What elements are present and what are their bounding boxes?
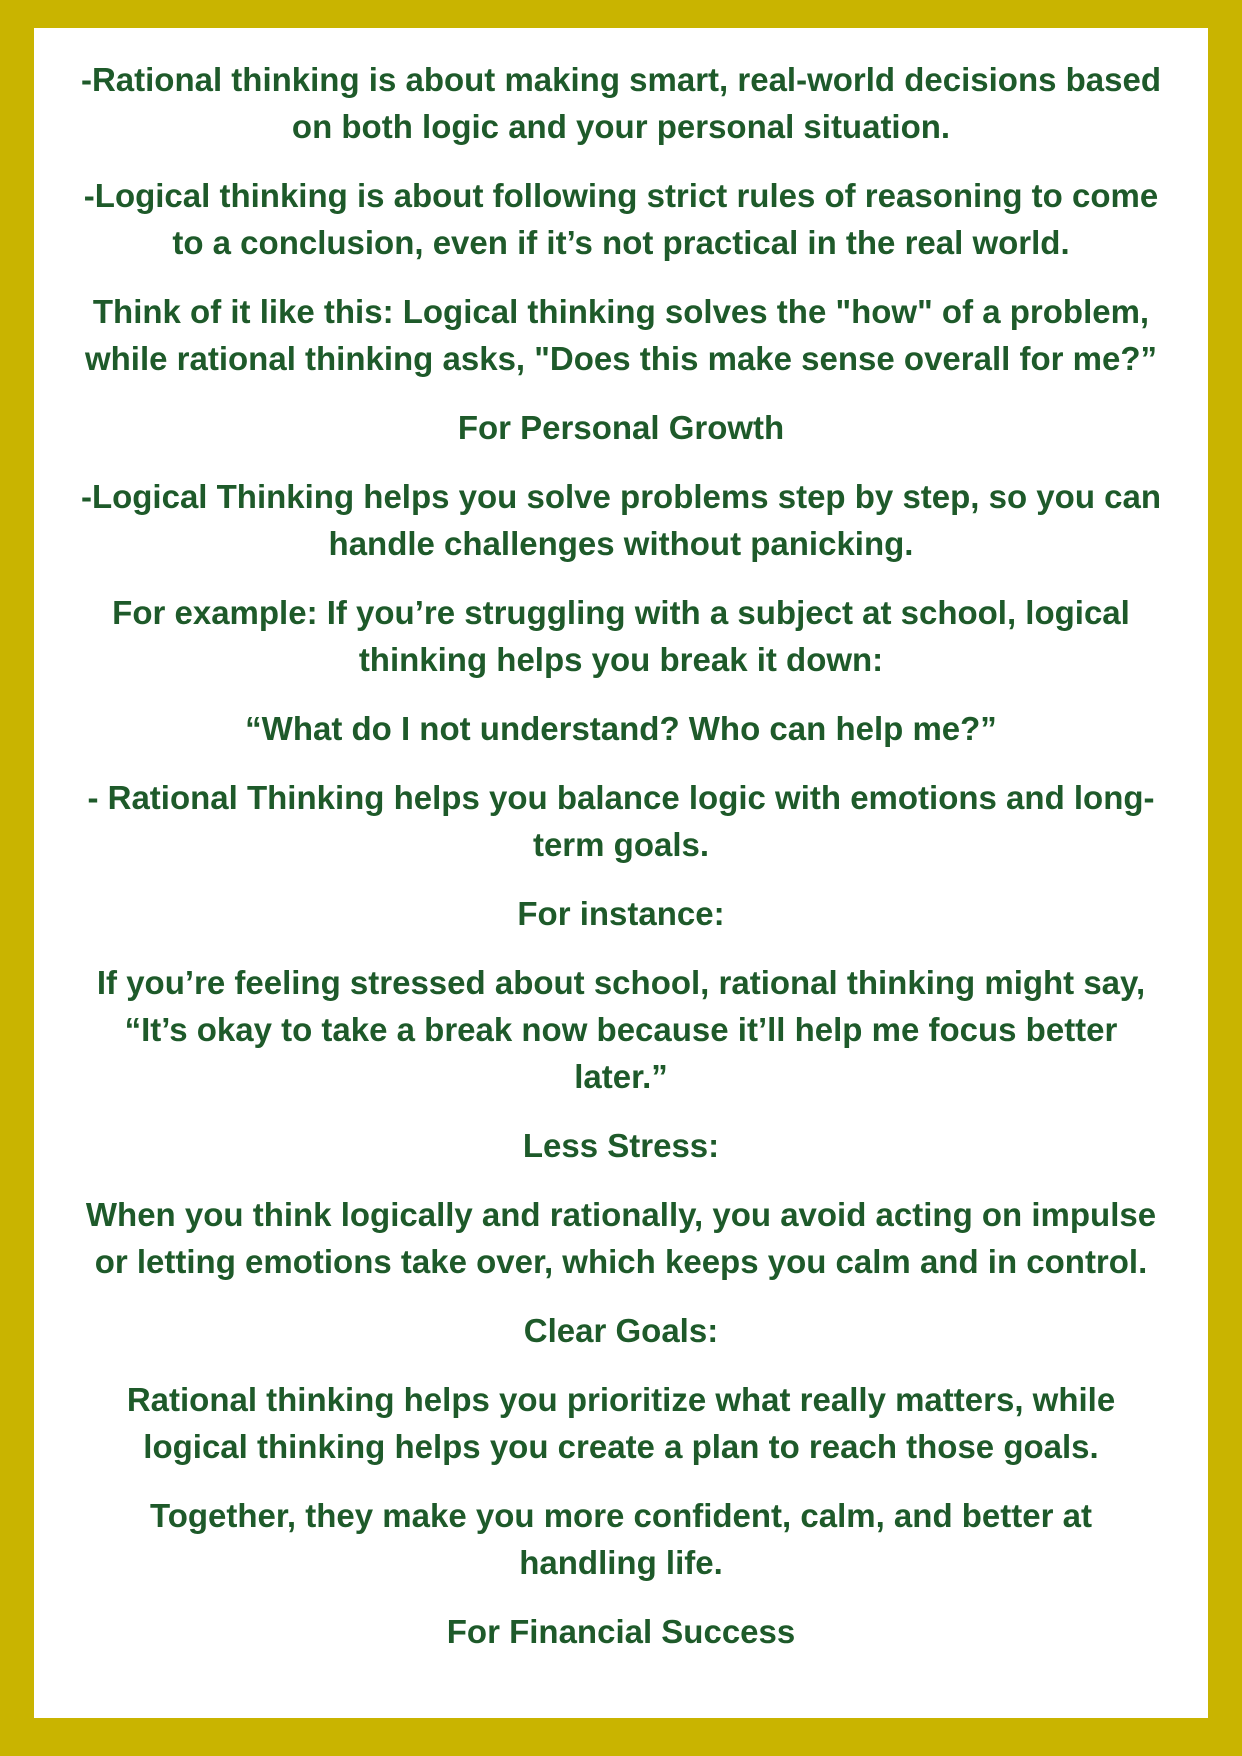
paragraph-rational-definition: -Rational thinking is about making smart, real-world decisions based on both logic and your personal situation. [80, 61, 1162, 145]
paragraph-clear-goals: Rational thinking helps you prioritize what really matters, while logical thinking helps you create a plan to reach those goals. [126, 1381, 1116, 1465]
heading-less-stress: Less Stress: [522, 1127, 720, 1164]
paragraph-logical-definition: -Logical thinking is about following strict rules of reasoning to come to a conclusion, even if it’s not practical in the real world. [83, 177, 1159, 261]
paragraph-think-of-it: Think of it like this: Logical thinking solves the "how" of a problem, while rational thinking asks, "Does this make sense overall for me?” [84, 293, 1157, 377]
heading-personal-growth: For Personal Growth [457, 409, 785, 446]
document-card [34, 28, 1208, 1718]
paragraph-stressed-example: If you’re feeling stressed about school, rational thinking might say, “It’s okay to take a break now because it’ll help me focus better later.” [96, 964, 1146, 1095]
heading-financial-success: For Financial Success [446, 1613, 796, 1650]
paragraph-logical-thinking-helps: -Logical Thinking helps you solve problems step by step, so you can handle challenges without panicking. [80, 478, 1162, 562]
paragraph-less-stress: When you think logically and rationally, you avoid acting on impulse or letting emotions take over, which keeps you calm and in control. [85, 1196, 1157, 1280]
paragraph-together: Together, they make you more confident, calm, and better at handling life. [150, 1497, 1092, 1581]
heading-for-instance: For instance: [517, 895, 725, 932]
paragraph-for-example: For example: If you’re struggling with a subject at school, logical thinking helps you break it down: [112, 594, 1130, 678]
heading-clear-goals: Clear Goals: [523, 1312, 719, 1349]
paragraph-quote-questions: “What do I not understand? Who can help me?” [245, 710, 997, 747]
paragraph-rational-thinking-helps: - Rational Thinking helps you balance logic with emotions and long- term goals. [87, 779, 1155, 863]
